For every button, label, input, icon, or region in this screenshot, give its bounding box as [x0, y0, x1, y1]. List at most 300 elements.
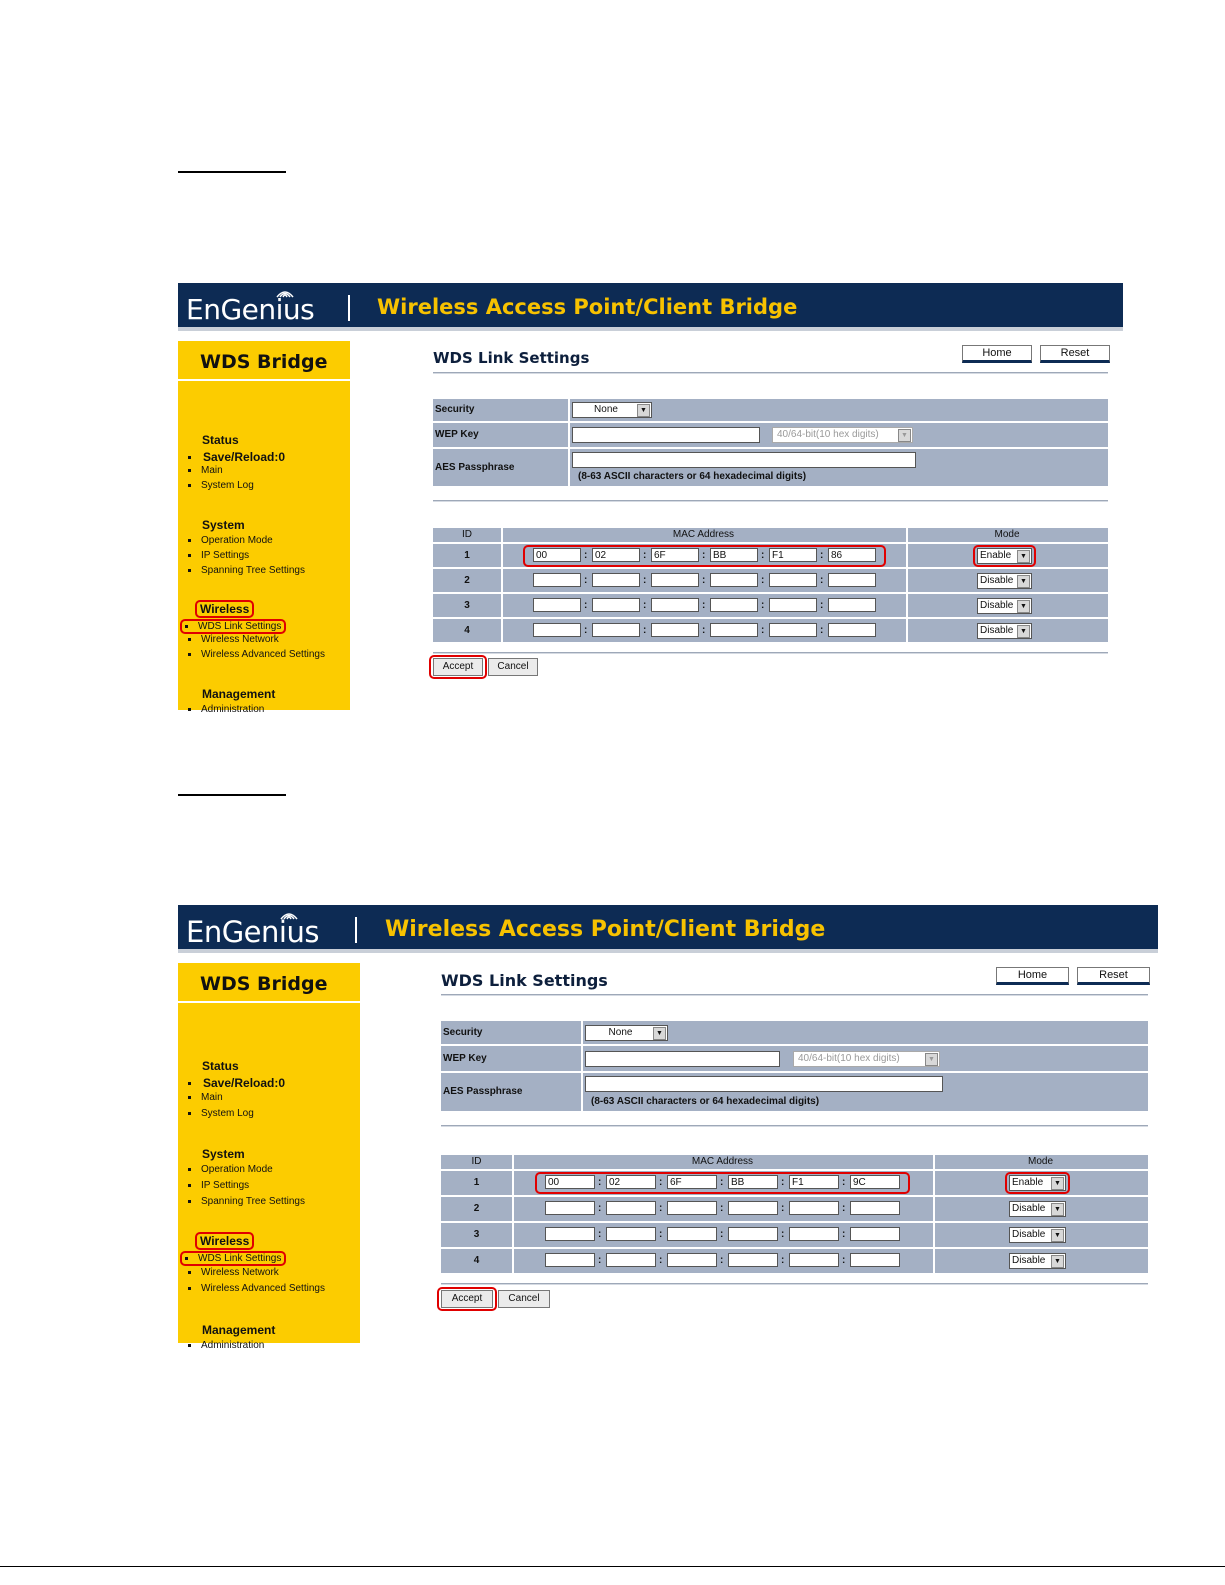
wep-key-input[interactable] [572, 427, 760, 443]
mode-highlight [973, 545, 1036, 567]
app-title: Wireless Access Point/Client Bridge [377, 295, 798, 319]
col-mode-header: Mode [994, 529, 1020, 540]
mac-octet-input[interactable] [606, 1253, 656, 1267]
cell-divider [501, 528, 503, 542]
engenius-logo: EnGenius [186, 915, 319, 949]
aes-passphrase-label: AES Passphrase [443, 1086, 523, 1097]
mode-select-value: Disable [1012, 1203, 1046, 1214]
cell-divider [906, 594, 908, 617]
cell-divider [933, 1249, 935, 1273]
chevron-down-icon: ▼ [637, 404, 650, 417]
mac-separator: : [842, 1203, 846, 1214]
mac-separator: : [598, 1203, 602, 1214]
security-row [441, 1021, 1148, 1044]
mac-octet-input[interactable] [667, 1253, 717, 1267]
mac-separator: : [842, 1229, 846, 1240]
row-id: 3 [473, 1229, 480, 1240]
sidebar-item-wireless-advanced-settings[interactable] [188, 649, 325, 660]
table-row [433, 569, 1108, 592]
sidebar-item-system-log[interactable] [188, 480, 254, 491]
page-bottom-rule [0, 1566, 1225, 1567]
mac-separator: : [781, 1255, 785, 1266]
cell-divider [581, 1046, 583, 1071]
sidebar-section-management: Management [202, 1323, 276, 1337]
wifi-arc-icon [274, 285, 296, 299]
sidebar [178, 341, 350, 715]
row-id: 2 [464, 575, 470, 586]
sidebar-item-label: System Log [201, 1108, 254, 1119]
security-row [441, 1046, 1148, 1071]
app-title: Wireless Access Point/Client Bridge [385, 917, 826, 942]
wep-key-input[interactable] [585, 1051, 780, 1067]
mac-octet-input[interactable] [667, 1201, 717, 1215]
chevron-down-icon: ▼ [925, 1053, 938, 1066]
mac-separator: : [584, 550, 588, 561]
cell-divider [512, 1249, 514, 1273]
sidebar-item-label: Wireless Advanced Settings [201, 1283, 325, 1294]
aes-passphrase-input[interactable] [585, 1076, 943, 1092]
sidebar-item-operation-mode[interactable] [188, 1164, 273, 1175]
cell-divider [906, 619, 908, 642]
mac-highlight [535, 1172, 910, 1194]
sidebar-item-label: Wireless Advanced Settings [201, 649, 325, 660]
mode-select-value: Disable [1012, 1255, 1046, 1266]
table-row [433, 619, 1108, 642]
bullet-icon [185, 625, 188, 628]
mac-separator: : [584, 600, 588, 611]
table-row [441, 1171, 1148, 1195]
mac-octet-input[interactable] [592, 623, 640, 637]
mode-select[interactable] [1009, 1253, 1066, 1269]
cell-divider [933, 1223, 935, 1247]
sidebar-item-system-log[interactable] [188, 1108, 254, 1119]
mac-octet-input[interactable] [789, 1253, 839, 1267]
mac-octet-input[interactable] [651, 623, 699, 637]
wds-table-header [441, 1155, 1148, 1169]
cell-divider [512, 1155, 514, 1169]
sidebar-section-wireless: Wireless [195, 1232, 254, 1250]
security-select[interactable] [585, 1025, 668, 1041]
cancel-button[interactable]: Cancel [498, 1290, 550, 1308]
mac-separator: : [659, 1255, 663, 1266]
mode-select[interactable] [1009, 1227, 1066, 1243]
mac-octet-input[interactable]: 02 [606, 1175, 656, 1189]
cell-divider [906, 528, 908, 542]
table-divider [441, 1283, 1148, 1285]
sidebar-item-label: WDS Link Settings [198, 621, 282, 632]
sidebar-item-wds-link-settings[interactable] [180, 619, 286, 634]
row-id: 1 [473, 1177, 480, 1188]
mac-separator: : [781, 1229, 785, 1240]
sidebar-item-label: Main [201, 1092, 223, 1103]
section-rule-1 [178, 171, 286, 173]
mac-octet-input[interactable] [710, 573, 758, 587]
mac-octet-input[interactable] [545, 1201, 595, 1215]
mac-octet-input[interactable] [728, 1201, 778, 1215]
mac-separator: : [584, 575, 588, 586]
title-divider [441, 994, 1148, 996]
sidebar-item-spanning-tree-settings[interactable] [188, 1196, 305, 1207]
bullet-icon [188, 1168, 191, 1171]
row-id: 3 [464, 600, 470, 611]
mac-octet-input[interactable]: BB [728, 1175, 778, 1189]
security-row [441, 1073, 1148, 1111]
wds-table-header [433, 528, 1108, 542]
security-divider [441, 1125, 1148, 1127]
mac-separator: : [659, 1229, 663, 1240]
cell-divider [581, 1073, 583, 1111]
wep-key-format-select [772, 427, 913, 443]
mode-highlight [1005, 1172, 1070, 1194]
page-title: WDS Link Settings [433, 349, 590, 367]
bullet-icon [188, 1082, 191, 1085]
wifi-arc-icon [278, 907, 300, 921]
reset-button[interactable]: Reset [1040, 345, 1110, 363]
bullet-icon [188, 1096, 191, 1099]
chevron-down-icon: ▼ [1051, 1177, 1064, 1190]
mac-separator: : [761, 550, 765, 561]
sidebar-item-wireless-network[interactable] [188, 1267, 279, 1278]
sidebar-item-ip-settings[interactable] [188, 1180, 249, 1191]
wep-key-format-value: 40/64-bit(10 hex digits) [777, 429, 879, 440]
table-row [441, 1197, 1148, 1221]
mac-octet-input[interactable] [533, 573, 581, 587]
cell-divider [933, 1197, 935, 1221]
sidebar-item-wireless-network[interactable] [188, 634, 279, 645]
sidebar-item-label: Main [201, 465, 223, 476]
mac-highlight [523, 545, 886, 567]
mac-separator: : [702, 550, 706, 561]
mac-separator: : [643, 575, 647, 586]
mac-separator: : [720, 1229, 724, 1240]
cell-divider [568, 399, 570, 421]
accept-button[interactable]: Accept [441, 1290, 493, 1308]
cell-divider [512, 1171, 514, 1195]
mac-separator: : [584, 625, 588, 636]
mac-octet-input[interactable]: 00 [545, 1175, 595, 1189]
home-button[interactable]: Home [996, 967, 1069, 985]
chevron-down-icon: ▼ [1051, 1203, 1064, 1216]
mode-select-value: Enable [1012, 1177, 1044, 1188]
table-row [441, 1223, 1148, 1247]
sidebar-item-label: Operation Mode [201, 535, 273, 546]
mac-separator: : [761, 575, 765, 586]
mode-select[interactable] [1009, 1201, 1066, 1217]
security-divider [433, 500, 1108, 502]
mac-octet-input[interactable] [710, 598, 758, 612]
sidebar-item-label: Operation Mode [201, 1164, 273, 1175]
mac-octet-input[interactable] [769, 623, 817, 637]
row-id: 1 [464, 550, 470, 561]
mac-octet-input[interactable]: 00 [533, 548, 581, 562]
bullet-icon [188, 638, 191, 641]
mac-octet-input[interactable] [592, 573, 640, 587]
mac-octet-input[interactable] [769, 598, 817, 612]
mac-separator: : [720, 1255, 724, 1266]
bullet-icon [188, 469, 191, 472]
mac-octet-input[interactable] [850, 1253, 900, 1267]
table-row [433, 544, 1108, 567]
aes-passphrase-input[interactable] [572, 452, 916, 468]
wep-key-format-select [793, 1051, 940, 1067]
security-select-value: None [594, 404, 618, 415]
mac-octet-input[interactable] [592, 598, 640, 612]
mode-select-value: Disable [1012, 1229, 1046, 1240]
mac-octet-input[interactable] [651, 598, 699, 612]
mode-select-value: Enable [980, 550, 1012, 561]
cell-divider [568, 423, 570, 447]
sidebar-item-wireless-advanced-settings[interactable] [188, 1283, 325, 1294]
accept-highlight [437, 1287, 497, 1311]
screenshot-1 [178, 283, 1123, 715]
bullet-icon [188, 1344, 191, 1347]
sidebar-item-label: Spanning Tree Settings [201, 1196, 305, 1207]
security-row [433, 449, 1108, 486]
bullet-icon [188, 1287, 191, 1290]
mac-octet-input[interactable]: 9C [850, 1175, 900, 1189]
bullet-icon [188, 456, 191, 459]
mac-octet-input[interactable] [545, 1253, 595, 1267]
bullet-icon [188, 554, 191, 557]
mac-octet-input[interactable] [667, 1227, 717, 1241]
sidebar-item-label: Save/Reload:0 [203, 450, 286, 464]
chevron-down-icon: ▼ [1017, 625, 1030, 638]
aes-passphrase-hint: (8-63 ASCII characters or 64 hexadecimal digits) [578, 471, 807, 482]
security-table [441, 1021, 1148, 1111]
cell-divider [933, 1171, 935, 1195]
mac-octet-input[interactable] [651, 573, 699, 587]
chevron-down-icon: ▼ [1017, 575, 1030, 588]
row-id: 2 [473, 1203, 480, 1214]
bullet-icon [185, 1257, 188, 1260]
header-divider [348, 295, 350, 321]
screenshot-2 [178, 905, 1158, 1351]
reset-button[interactable]: Reset [1077, 967, 1150, 985]
mac-separator: : [720, 1177, 724, 1188]
chevron-down-icon: ▼ [1017, 550, 1030, 563]
wds-link-table [441, 1155, 1148, 1275]
bullet-icon [188, 1200, 191, 1203]
cell-divider [501, 619, 503, 642]
sidebar-item-ip-settings[interactable] [188, 550, 249, 561]
mac-octet-input[interactable] [710, 623, 758, 637]
security-label: Security [443, 1027, 483, 1038]
sidebar-section-management: Management [202, 687, 276, 701]
mac-separator: : [702, 600, 706, 611]
engenius-logo: EnGenius [186, 293, 314, 326]
mac-separator: : [781, 1177, 785, 1188]
sidebar-title: WDS Bridge [178, 963, 360, 1003]
table-row [441, 1249, 1148, 1273]
bullet-icon [188, 539, 191, 542]
mac-octet-input[interactable] [533, 623, 581, 637]
sidebar-item-administration[interactable] [188, 704, 264, 715]
bullet-icon [188, 1271, 191, 1274]
mac-separator: : [643, 600, 647, 611]
sidebar-title: WDS Bridge [178, 341, 350, 381]
wep-key-format-value: 40/64-bit(10 hex digits) [798, 1053, 900, 1064]
chevron-down-icon: ▼ [898, 429, 911, 442]
mac-octet-input[interactable] [728, 1227, 778, 1241]
mac-octet-input[interactable] [606, 1201, 656, 1215]
cell-divider [906, 544, 908, 567]
sidebar-section-system: System [202, 518, 245, 532]
wep-key-label: WEP Key [443, 1053, 487, 1064]
row-id: 4 [464, 625, 470, 636]
mac-octet-input[interactable] [828, 598, 876, 612]
mac-octet-input[interactable] [850, 1227, 900, 1241]
table-row [433, 594, 1108, 617]
sidebar-item-wds-link-settings[interactable] [180, 1251, 286, 1266]
sidebar-item-spanning-tree-settings[interactable] [188, 565, 305, 576]
mac-octet-input[interactable] [545, 1227, 595, 1241]
sidebar-item-save-reload-0[interactable] [188, 450, 285, 464]
bullet-icon [188, 484, 191, 487]
mac-separator: : [820, 575, 824, 586]
mac-octet-input[interactable] [789, 1201, 839, 1215]
mac-separator: : [598, 1177, 602, 1188]
bullet-icon [188, 708, 191, 711]
col-id-header: ID [471, 1156, 482, 1167]
bullet-icon [188, 1184, 191, 1187]
cell-divider [501, 594, 503, 617]
header-bar [178, 905, 1158, 953]
cell-divider [906, 569, 908, 592]
wep-key-label: WEP Key [435, 429, 479, 440]
cell-divider [501, 569, 503, 592]
mac-octet-input[interactable] [769, 573, 817, 587]
mac-separator: : [643, 625, 647, 636]
mode-select-value: Disable [980, 575, 1014, 586]
mac-separator: : [702, 625, 706, 636]
mac-separator: : [659, 1203, 663, 1214]
security-table [433, 399, 1108, 486]
sidebar-section-system: System [202, 1147, 245, 1161]
chevron-down-icon: ▼ [1051, 1255, 1064, 1268]
mac-octet-input[interactable]: BB [710, 548, 758, 562]
security-select[interactable] [572, 402, 652, 418]
mac-octet-input[interactable]: F1 [789, 1175, 839, 1189]
cancel-button[interactable]: Cancel [488, 658, 538, 676]
aes-passphrase-hint: (8-63 ASCII characters or 64 hexadecimal digits) [591, 1096, 820, 1107]
sidebar-item-label: System Log [201, 480, 254, 491]
col-mac-header: MAC Address [672, 529, 735, 540]
header-bar [178, 283, 1123, 331]
sidebar-item-main[interactable] [188, 465, 223, 476]
accept-highlight [429, 655, 487, 679]
mac-octet-input[interactable]: 6F [651, 548, 699, 562]
sidebar-item-administration[interactable] [188, 1340, 264, 1351]
sidebar-section-status: Status [202, 1059, 239, 1073]
row-id: 4 [473, 1255, 480, 1266]
cell-divider [501, 544, 503, 567]
cell-divider [933, 1155, 935, 1169]
mac-separator: : [781, 1203, 785, 1214]
sidebar [178, 963, 360, 1351]
cell-divider [512, 1223, 514, 1247]
sidebar-item-save-reload-0[interactable] [188, 1076, 285, 1090]
security-label: Security [435, 404, 475, 415]
security-row [433, 399, 1108, 421]
mac-separator: : [761, 625, 765, 636]
home-button[interactable]: Home [962, 345, 1032, 363]
mode-select[interactable] [977, 598, 1032, 614]
mac-octet-input[interactable]: 6F [667, 1175, 717, 1189]
security-select-value: None [608, 1027, 633, 1038]
table-divider [433, 652, 1108, 654]
cell-divider [512, 1197, 514, 1221]
mac-octet-input[interactable]: 86 [828, 548, 876, 562]
mac-octet-input[interactable] [828, 573, 876, 587]
mac-separator: : [598, 1255, 602, 1266]
section-rule-2 [178, 794, 286, 796]
mac-octet-input[interactable] [789, 1227, 839, 1241]
mac-octet-input[interactable] [606, 1227, 656, 1241]
security-row [433, 423, 1108, 447]
mac-separator: : [820, 625, 824, 636]
mac-octet-input[interactable] [850, 1201, 900, 1215]
sidebar-section-status: Status [202, 433, 239, 447]
mac-separator: : [659, 1177, 663, 1188]
mac-octet-input[interactable]: 02 [592, 548, 640, 562]
sidebar-item-label: Spanning Tree Settings [201, 565, 305, 576]
mac-separator: : [842, 1177, 846, 1188]
mac-separator: : [761, 600, 765, 611]
bullet-icon [188, 1112, 191, 1115]
sidebar-section-wireless: Wireless [195, 600, 254, 618]
wds-link-table [433, 528, 1108, 644]
mac-octet-input[interactable]: F1 [769, 548, 817, 562]
title-divider [433, 372, 1108, 374]
bullet-icon [188, 569, 191, 572]
mode-select-value: Disable [980, 600, 1014, 611]
sidebar-item-label: Wireless Network [201, 634, 279, 645]
sidebar-item-label: IP Settings [201, 1180, 250, 1191]
sidebar-item-label: Administration [201, 704, 265, 715]
mac-separator: : [702, 575, 706, 586]
sidebar-item-label: Save/Reload:0 [203, 1076, 286, 1090]
mac-octet-input[interactable] [828, 623, 876, 637]
mode-select-value: Disable [980, 625, 1014, 636]
aes-passphrase-label: AES Passphrase [435, 462, 515, 473]
sidebar-item-label: WDS Link Settings [198, 1253, 282, 1264]
mode-select[interactable] [977, 623, 1032, 639]
header-divider [355, 917, 357, 943]
mac-separator: : [820, 550, 824, 561]
cell-divider [581, 1021, 583, 1044]
mac-octet-input[interactable] [728, 1253, 778, 1267]
mac-octet-input[interactable] [533, 598, 581, 612]
mac-separator: : [720, 1203, 724, 1214]
chevron-down-icon: ▼ [653, 1027, 666, 1040]
sidebar-item-main[interactable] [188, 1092, 223, 1103]
mode-select[interactable] [977, 573, 1032, 589]
chevron-down-icon: ▼ [1017, 600, 1030, 613]
sidebar-item-operation-mode[interactable] [188, 535, 273, 546]
col-mac-header: MAC Address [691, 1156, 754, 1167]
chevron-down-icon: ▼ [1051, 1229, 1064, 1242]
sidebar-item-label: Wireless Network [201, 1267, 279, 1278]
mac-separator: : [643, 550, 647, 561]
mac-separator: : [598, 1229, 602, 1240]
mac-separator: : [820, 600, 824, 611]
page-title: WDS Link Settings [441, 971, 608, 990]
bullet-icon [188, 653, 191, 656]
col-mode-header: Mode [1027, 1156, 1053, 1167]
mac-separator: : [842, 1255, 846, 1266]
sidebar-item-label: IP Settings [201, 550, 250, 561]
accept-button[interactable]: Accept [433, 658, 483, 676]
